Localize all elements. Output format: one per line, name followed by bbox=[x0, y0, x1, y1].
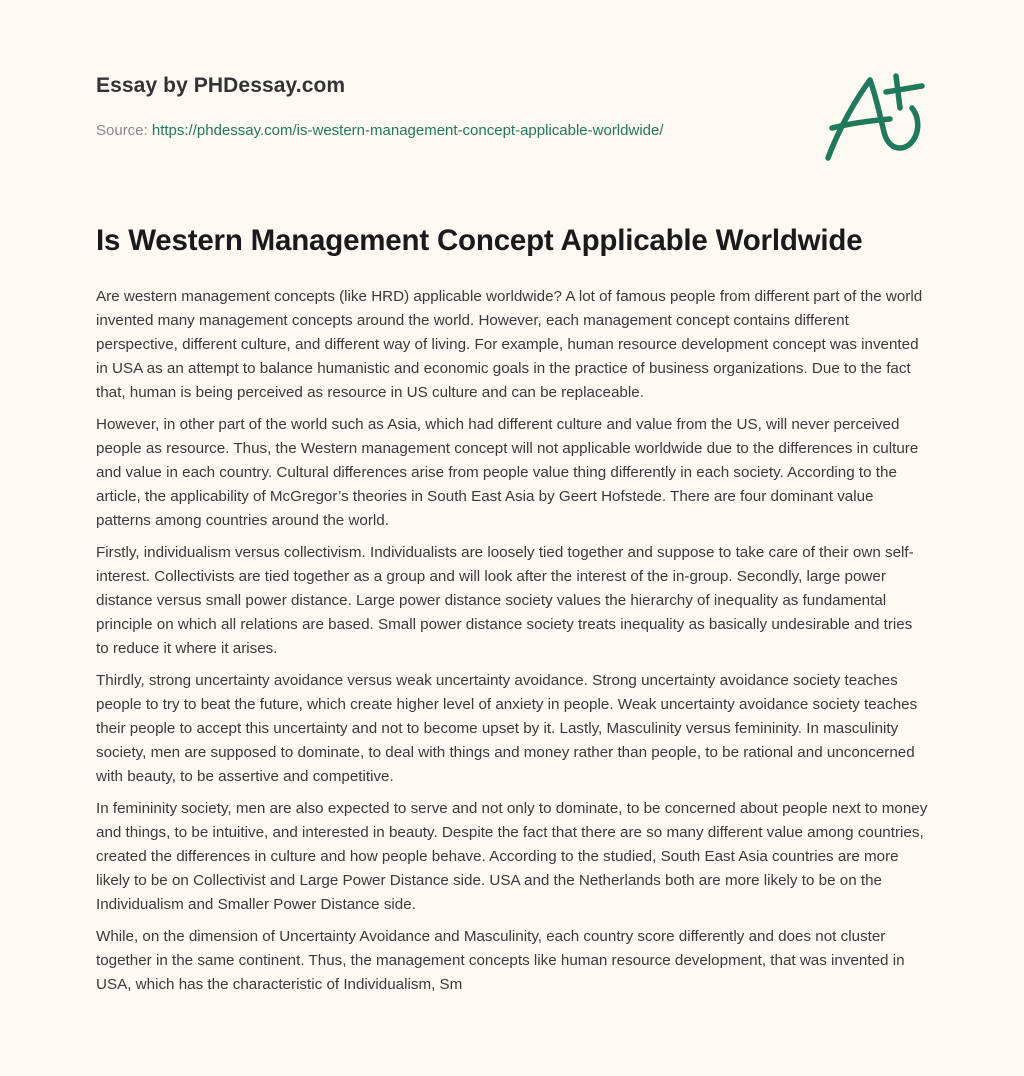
source-link[interactable]: https://phdessay.com/is-western-management-concept-applicable-worldwide/ bbox=[151, 122, 664, 139]
a-plus-grade-icon bbox=[818, 66, 930, 170]
source-line bbox=[96, 122, 664, 139]
essay-paragraph: However, in other part of the world such as Asia, which had different culture and value from the US, will never perceived people as resource. Thus, the Western management concept will not applicable worldwide due to the differences in culture and value in each country. Cultural differences arise from people value thing differently in each society. According to the article, the applicability of McGregor’s theories in South East Asia by Geert Hofstede. There are four dominant value patterns among countries around the world. bbox=[96, 416, 919, 529]
essay-paragraph: Are western management concepts (like HRD) applicable worldwide? A lot of famous people from different part of the world invented many management concepts around the world. However, each management concept contains different perspective, different culture, and different way of living. For example, human resource development concept was invented in USA as an attempt to balance humanistic and economic goals in the practice of business organizations. Due to the fact that, human is being perceived as resource in US culture and can be replaceable. bbox=[96, 288, 923, 401]
essay-paragraph: While, on the dimension of Uncertainty Avoidance and Masculinity, each country score differently and does not cluster together in the same continent. Thus, the management concepts like human resource development, that was invented in USA, which has the characteristic of Individualism, Sm bbox=[96, 928, 905, 993]
site-header bbox=[96, 74, 796, 98]
brand-title: Essay by PHDessay.com bbox=[96, 74, 346, 97]
essay-body bbox=[96, 285, 928, 1005]
essay-paragraph: Thirdly, strong uncertainty avoidance versus weak uncertainty avoidance. Strong uncertainty avoidance society teaches people to try to beat the future, which create higher level of anxiety in people. Weak uncertainty avoidance society teaches their people to accept this uncertainty and not to become upset by it. Lastly, Masculinity versus femininity. In masculinity society, men are supposed to dominate, to deal with things and money rather than people, to be rational and unconcerned with beauty, to be assertive and competitive. bbox=[96, 672, 918, 785]
source-label: Source: bbox=[96, 122, 152, 139]
essay-paragraph: Firstly, individualism versus collectivism. Individualists are loosely tied together and suppose to take care of their own self-interest. Collectivists are tied together as a group and will look after the interest of the in-group. Secondly, large power distance versus small power distance. Large power distance society values the hierarchy of inequality as fundamental principle on which all relations are based. Small power distance society treats inequality as basically undesirable and tries to reduce it where it arises. bbox=[96, 544, 914, 657]
essay-title: Is Western Management Concept Applicable Worldwide bbox=[96, 224, 863, 257]
essay-paragraph: In femininity society, men are also expected to serve and not only to dominate, to be concerned about people next to money and things, to be intuitive, and interested in beauty. Despite the fact that there are so many different value among countries, created the differences in culture and how people behave. According to the studied, South East Asia countries are more likely to be on Collectivist and Large Power Distance side. USA and the Netherlands both are more likely to be on the Individualism and Smaller Power Distance side. bbox=[96, 800, 928, 913]
